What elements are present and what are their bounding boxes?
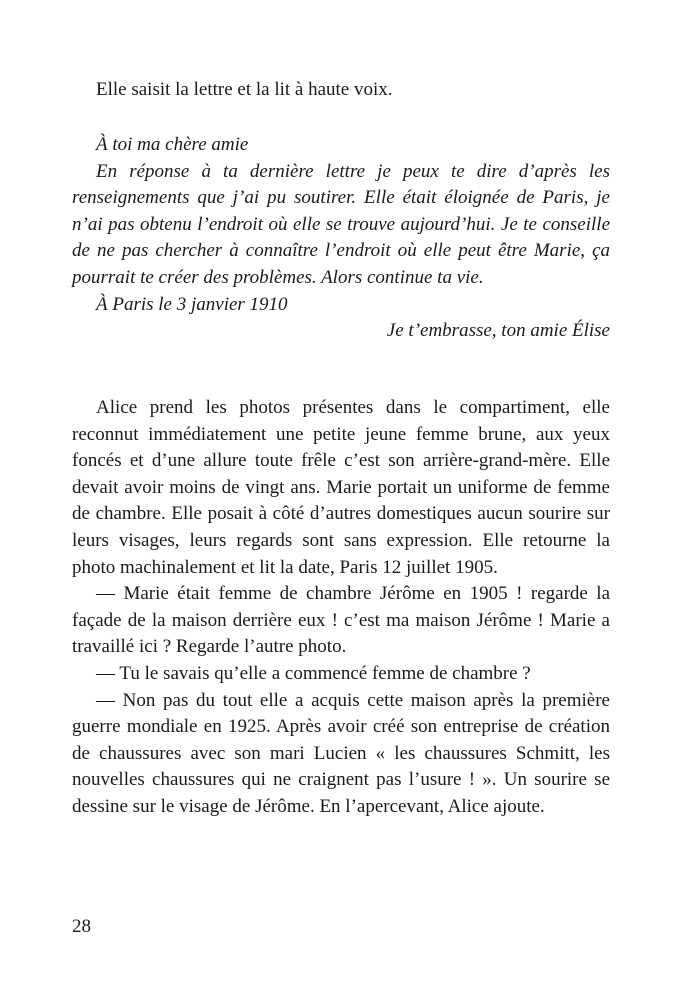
dialogue-paragraph: — Non pas du tout elle a acquis cette maison après la première guerre mondiale en 1925. Après avoir créé son entreprise de création de chaussures avec son mari Lucien « les chaussures Schmitt, les nouvelles chaussures qui ne craignent pas l’usure ! ». Un sourire se dessine sur le visage de Jérôme. En l’apercevant, Alice ajoute. bbox=[72, 689, 610, 817]
narrative-paragraph: Alice prend les photos présentes dans le compartiment, elle reconnut immédiatement une petite jeune femme brune, aux yeux foncés et d’une allure toute frêle c’est son arrière-grand-mère. Elle devait avoir moins de vingt ans. Marie portait un uniforme de femme de chambre. Elle posait à côté d’autres domestiques aucun sourire sur leurs visages, leurs regards sont sans expression. Elle retourne la photo machinalement et lit la date, Paris 12 juillet 1905. bbox=[72, 397, 610, 578]
letter-date-place: À Paris le 3 janvier 1910 bbox=[96, 293, 288, 315]
letter-body: En réponse à ta dernière lettre je peux te dire d’après les renseignements que j’ai pu soutirer. Elle était éloignée de Paris, je n’ai pas obtenu l’endroit où elle se trouve aujourd’hui. Je te conseille de ne pas chercher à connaître l’endroit où elle peut être Marie, ça pourrait te créer des problèmes. Alors continue ta vie. bbox=[72, 160, 610, 288]
letter-greeting: À toi ma chère amie bbox=[96, 134, 249, 155]
narrative-section bbox=[72, 395, 610, 821]
intro-paragraph: Elle saisit la lettre et la lit à haute voix. bbox=[96, 79, 393, 100]
dialogue-paragraph: — Marie était femme de chambre Jérôme en 1905 ! regarde la façade de la maison derrière eux ! c’est ma maison Jérôme ! Marie a travaillé ici ? Regarde l’autre photo. bbox=[72, 583, 610, 658]
letter-section bbox=[72, 132, 610, 345]
page-number: 28 bbox=[72, 916, 91, 937]
intro-section bbox=[72, 77, 610, 104]
letter-signature: Je t’embrasse, ton amie Élise bbox=[386, 320, 610, 342]
dialogue-paragraph: — Tu le savais qu’elle a commencé femme de chambre ? bbox=[96, 662, 531, 684]
